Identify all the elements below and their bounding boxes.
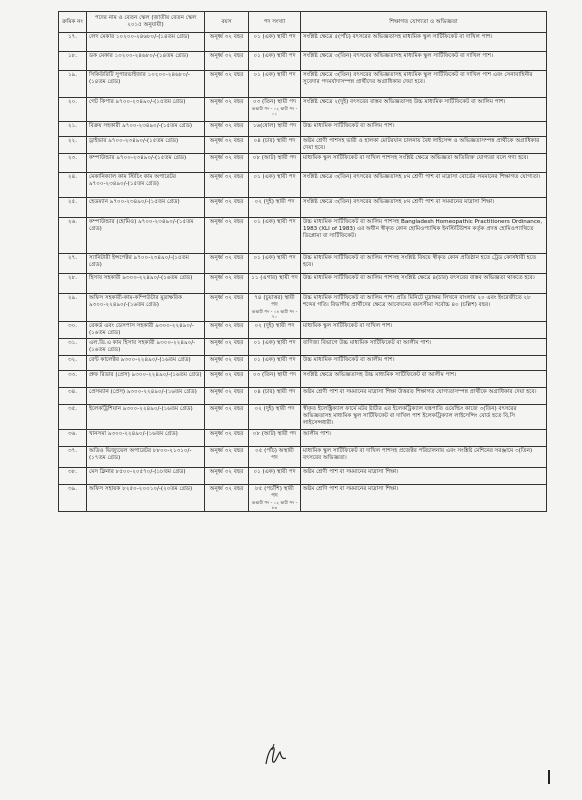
post-count-cell: ০২ (দুই) স্থায়ী পদ — [249, 322, 301, 339]
post-cell: কম্পাউন্ডার (হোমিও) ৯৭০০-২৩৪৯০/-(১৫তম গ্রেড) — [87, 218, 205, 254]
qualification-cell: সংশ্লিষ্ট ক্ষেত্রে ৩(তিন) বৎসরের অভিজ্ঞতাসহ ৮ম শ্রেণী পাশ বা সমমানের মাদ্রাসা শিক্ষা। — [301, 198, 547, 218]
serial-cell: ৩৮. — [59, 468, 87, 485]
age-cell: অনূর্ধ্ব ৩২ বছর — [205, 122, 249, 137]
post-cell: স্যানিটারী ইন্সপেক্টর ৯৭০০-২৩৪৯০/-(১৫তম গ্রেড) — [87, 254, 205, 274]
age-cell: অনূর্ধ্ব ৩২ বছর — [205, 294, 249, 322]
post-cell: মেকানিক্যাল কাম স্টিচিং কাম অপারেটর ৯৭০০-২৩৪৯০/-(১৫তম গ্রেড) — [87, 173, 205, 198]
age-cell: অনূর্ধ্ব ৩২ বছর — [205, 339, 249, 356]
post-cell: ড্রাইভার ৯৭০০-২৩৪৯০/-(১৫তম গ্রেড) — [87, 137, 205, 154]
qualification-cell: উচ্চ মাধ্যমিক সার্টিফিকেট বা আলিম পাশ। — [301, 122, 547, 137]
post-cell: গেট কিপার ৯৭০০-২৩৪৯০/-(১৫তম গ্রেড) — [87, 98, 205, 122]
post-cell: বিক্রয় সহকারী ৯৭০০-২৩৪৯০/-(১৫তম গ্রেড) — [87, 122, 205, 137]
table-row — [59, 52, 547, 71]
post-count-cell: ০৮ (আট) স্থায়ী পদ — [249, 154, 301, 173]
post-count-cell: ০১ (এক) স্থায়ী পদ — [249, 356, 301, 371]
qualification-cell: স্বীকৃত ইলেক্ট্রিক্যাল ফার্মে মটর ষ্টার্টার এর ইলেকট্রিক্যাল যন্ত্রপাতি ওয়েল্ডিং কাজে ৩(তিন) বৎসরের অভিজ্ঞতাসহ মাধ্যমিক স্কুল সার্টিফিকেট বা দাখিল পাশ ইলেকট্রিক্যাল লাইসেন্সিং বোর্ড হতে বি,সি লাইসেন্সধারী। — [301, 405, 547, 430]
table-row — [59, 98, 547, 122]
post-cell: সিকিউরিটি সুপারভাইজার ১০২০০-২৪৬৮০/-(১৪তম গ্রেড) — [87, 71, 205, 98]
post-count-cell: ০৪ (চার) স্থায়ী পদ — [249, 137, 301, 154]
post-count-breakdown: অস্থায়ী পদ - ০৪ স্থায়ী পদ - ৭০ — [251, 308, 298, 320]
table-row — [59, 322, 547, 339]
age-cell: অনূর্ধ্ব ৩২ বছর — [205, 33, 249, 52]
table-row — [59, 294, 547, 322]
serial-cell: ২৪. — [59, 173, 87, 198]
post-count-cell: ০১ (এক) স্থায়ী পদ — [249, 339, 301, 356]
table-row — [59, 122, 547, 137]
post-cell: ইলেকট্রিশিয়ান ৯৩০০-২২৪৯০/-(১৬তম গ্রেড) — [87, 405, 205, 430]
post-count-cell: ০৮ (আট) স্থায়ী পদ — [249, 430, 301, 447]
serial-cell: ৩৫. — [59, 405, 87, 430]
age-cell: অনূর্ধ্ব ৩২ বছর — [205, 137, 249, 154]
qualification-cell: সংশ্লিষ্ট ক্ষেত্রে ৩(তিন) বৎসরের অভিজ্ঞতাসহ মাধ্যমিক স্কুল সার্টিফিকেট বা দাখিল পাশ এবং সেনাবাহিনীর সুবেদার পদমর্যাদাসম্পন্ন প্রার্থীদের অগ্রাধিকার দেয়া হবে। — [301, 71, 547, 98]
qualification-cell: অষ্টম শ্রেণী পাশসহ ভারী ও হালকা মোটরযান চালনায় বৈধ লাইসেন্স ও অভিজ্ঞতাসম্পন্ন প্রার্থীকে অগ্রাধিকার দেয়া হবে। — [301, 137, 547, 154]
qualification-cell: অষ্টম শ্রেণী পাশ বা সমমানের মাদ্রাসা শিক্ষা। — [301, 468, 547, 485]
post-count-cell: ০১ (এক) স্থায়ী পদ — [249, 71, 301, 98]
post-count-cell: ০১ (এক) স্থায়ী পদ — [249, 254, 301, 274]
serial-cell: ৩৭. — [59, 447, 87, 468]
age-cell: অনূর্ধ্ব ৩২ বছর — [205, 154, 249, 173]
post-cell: প্রুফ রিডার (প্রেস) ৯৩০০-২২৪৯০/-(১৬তম গ্রেড) — [87, 371, 205, 388]
age-cell: অনূর্ধ্ব ৩২ বছর — [205, 468, 249, 485]
qualification-cell: সংশ্লিষ্ট ক্ষেত্রে ৫(পাঁচ) বৎসরের অভিজ্ঞতাসহ মাধ্যমিক স্কুল সার্টিফিকেট বা দাখিল পাশ। — [301, 33, 547, 52]
serial-cell: ৩১. — [59, 339, 87, 356]
serial-cell: ২৯. — [59, 294, 87, 322]
page-mark — [548, 770, 550, 784]
table-row — [59, 447, 547, 468]
post-cell: রেন্ট কালেক্টর ৯৩০০-২২৪৯০/-(১৬তম গ্রেড) — [87, 356, 205, 371]
serial-cell: ৩৪. — [59, 388, 87, 405]
post-cell: অডিও ভিজ্যুয়েল অপারেটর ৮৮০০-২১৩১০/-(১৭তম গ্রেড) — [87, 447, 205, 468]
qualification-cell: মাধ্যমিক স্কুল সার্টিফিকেট বা দাখিল পাশ। — [301, 322, 547, 339]
qualification-cell: অষ্টম শ্রেণী পাশ বা সমমানের মাদ্রাসা শিক্ষা উত্তরত শিক্ষাগত যোগ্যতাসম্পন্ন প্রার্থীকে অগ্রাধিকার দেয়া হবে। — [301, 388, 547, 405]
qualification-cell: উচ্চ মাধ্যমিক সার্টিফিকেট বা আলিম পাশসহ সংশ্লিষ্ট বিষয়ে স্বীকৃত কোন প্রতিষ্ঠান হতে ট্রেড কোর্সধারী হতে হবে। — [301, 254, 547, 274]
table-row — [59, 198, 547, 218]
table-row — [59, 468, 547, 485]
serial-cell: ২৫. — [59, 198, 87, 218]
table-row — [59, 274, 547, 294]
table-row — [59, 71, 547, 98]
table-row — [59, 173, 547, 198]
post-count-cell: ০১ (এক) স্থায়ী পদ — [249, 52, 301, 71]
post-count-cell: ৭৪ (চুয়াত্তর) স্থায়ী পদ অস্থায়ী পদ - ০৪ স্থায়ী পদ - ৭০ — [249, 294, 301, 322]
table-row — [59, 137, 547, 154]
table-header-row — [59, 12, 547, 33]
qualification-cell: সংশ্লিষ্ট ক্ষেত্রে ২(দুই) বৎসরের বাস্তব অভিজ্ঞতাসহ উচ্চ মাধ্যমিক সার্টিফিকেট বা আলিম পাশ। — [301, 98, 547, 122]
age-cell: অনূর্ধ্ব ৩২ বছর — [205, 173, 249, 198]
qualification-cell: উচ্চ মাধ্যমিক সার্টিফিকেট বা আলিম পাশসহ সংশ্লিষ্ট ক্ষেত্রে ৪(চার) বৎসরের বাস্তব অভিজ্ঞতা থাকতে হবে। — [301, 274, 547, 294]
post-cell: হেডম্যান ৯৭০০-২৩৪৯০/-(১৫তম গ্রেড) — [87, 198, 205, 218]
qualification-cell: সংশ্লিষ্ট ক্ষেত্রে ৩(তিন) বৎসরের অভিজ্ঞতাসহ ৮ম শ্রেণী পাশ বা মাদ্রাসা বোর্ডের সমমানের শিক্ষাগত যোগ্যতা। — [301, 173, 547, 198]
table-row — [59, 33, 547, 52]
table-row — [59, 388, 547, 405]
serial-cell: ২২. — [59, 137, 87, 154]
serial-cell: ২১. — [59, 122, 87, 137]
table-row — [59, 485, 547, 512]
post-cell: খানসমা ৯৩০০-২২৪৯০/-(১৬তম গ্রেড) — [87, 430, 205, 447]
post-count-breakdown: অস্থায়ী পদ - ০২ স্থায়ী পদ - ০১ — [251, 105, 298, 117]
age-cell: অনূর্ধ্ব ৩২ বছর — [205, 198, 249, 218]
qualification-cell: সংশ্লিষ্ট ক্ষেত্রে অভিজ্ঞতাসহ উচ্চ মাধ্যমিক সার্টিফিকেট বা আলীম পাশ। — [301, 371, 547, 388]
qualification-cell: মাধ্যমিক স্কুল সার্টিফিকেট বা দাখিল পাশসহ সংশ্লিষ্ট ক্ষেত্রে অভিজ্ঞতা অতিরিক্ত যোগ্যতা বলে গণ্য হবে। — [301, 154, 547, 173]
header-post-and-scale: পদের নাম ও বেতন স্কেল (জাতীয় বেতন স্কেল ২০১৫ অনুযায়ী) — [87, 12, 205, 33]
table-row — [59, 371, 547, 388]
age-cell: অনূর্ধ্ব ৩২ বছর — [205, 485, 249, 512]
table-row — [59, 430, 547, 447]
post-cell: হিসাব সহকারী ৯৩০০-২২৪৯০/-(১৬তম গ্রেড) — [87, 274, 205, 294]
signature-image — [262, 742, 290, 768]
post-count-cell: ০১ (এক) স্থায়ী পদ — [249, 173, 301, 198]
serial-cell: ৩০. — [59, 322, 87, 339]
post-count-cell: ০১ (এক) স্থায়ী পদ — [249, 218, 301, 254]
post-count-cell: ০২ (দুই) স্থায়ী পদ — [249, 198, 301, 218]
serial-cell: ১৯. — [59, 71, 87, 98]
age-cell: অনূর্ধ্ব ৩২ বছর — [205, 98, 249, 122]
post-cell: প্রেসম্যান (প্রেস) ৯৩০০-২২৪৯০/-(১৬তম গ্রেড) — [87, 388, 205, 405]
post-count-cell: ০৩ (তিন) স্থায়ী পদ — [249, 371, 301, 388]
qualification-cell: বাণিজ্য বিভাগে উচ্চ মাধ্যমিক সার্টিফিকেট বা আলীম পাশ। — [301, 339, 547, 356]
post-cell: এল.ডি.এ কাম হিসাব সহকারী ৯৩০০-২২৪৯০/-(১৬তম গ্রেড) — [87, 339, 205, 356]
serial-cell: ২৮. — [59, 274, 87, 294]
serial-cell: ১৮. — [59, 52, 87, 71]
age-cell: অনূর্ধ্ব ৩২ বছর — [205, 254, 249, 274]
age-cell: অনূর্ধ্ব ৩২ বছর — [205, 356, 249, 371]
post-count-cell: ১১ (এগার) স্থায়ী পদ — [249, 274, 301, 294]
header-serial: ক্রমিক নং — [59, 12, 87, 33]
serial-cell: ২০. — [59, 98, 87, 122]
age-cell: অনূর্ধ্ব ৩২ বছর — [205, 388, 249, 405]
serial-cell: ২৭. — [59, 254, 87, 274]
header-post-count: পদ সংখ্যা — [249, 12, 301, 33]
table-row — [59, 218, 547, 254]
age-cell: অনূর্ধ্ব ৩২ বছর — [205, 322, 249, 339]
post-cell: ডক মেকার ১০২০০-২৪৬৮০/-(১৪তম গ্রেড) — [87, 52, 205, 71]
age-cell: অনূর্ধ্ব ৩২ বছর — [205, 274, 249, 294]
post-cell: অফিস সহকারী-কাম-কম্পিউটার মুদ্রাক্ষরিক ৯৩০০-২২৪৯০/-(১৬তম গ্রেড) — [87, 294, 205, 322]
serial-cell: ৩৬. — [59, 430, 87, 447]
table-row — [59, 254, 547, 274]
post-cell: রেকর্ড এবং ডেসপাস সহকারী ৯৩০০-২২৪৯০/-(১৬তম গ্রেড) — [87, 322, 205, 339]
post-cell: লেদ মেকার ১০২০০-২৪৬৮০/-(১৪তম গ্রেড) — [87, 33, 205, 52]
serial-cell: ২৬. — [59, 218, 87, 254]
post-cell: কম্পাউন্ডার ৯৭০০-২৩৪৯০/-(১৫তম গ্রেড) — [87, 154, 205, 173]
table-row — [59, 405, 547, 430]
serial-cell: ১৭. — [59, 33, 87, 52]
qualification-cell: অষ্টম শ্রেণি পাশ বা সমমানের মাদ্রাসা শিক্ষা। — [301, 485, 547, 512]
post-count-breakdown: অস্থায়ী পদ - ০২ স্থায়ী পদ - ৮৩ — [251, 499, 298, 511]
table-row — [59, 356, 547, 371]
post-count-cell: ১৬(ষোল) স্থায়ী পদ — [249, 122, 301, 137]
table-row — [59, 154, 547, 173]
post-count-cell: ৮৫ (পচাঁশি) স্থায়ী পদ অস্থায়ী পদ - ০২ স্থায়ী পদ - ৮৩ — [249, 485, 301, 512]
post-count-cell: ০১ (এক) স্থায়ী পদ — [249, 33, 301, 52]
post-count-cell: ০৩ (তিন) স্থায়ী পদ অস্থায়ী পদ - ০২ স্থায়ী পদ - ০১ — [249, 98, 301, 122]
age-cell: অনূর্ধ্ব ৩২ বছর — [205, 52, 249, 71]
post-count-cell: ০৫ (পাঁচ) অস্থায়ী পদ — [249, 447, 301, 468]
recruitment-table — [58, 11, 547, 512]
post-count-cell: ০১ (এক) স্থায়ী পদ — [249, 468, 301, 485]
age-cell: অনূর্ধ্ব ৩২ বছর — [205, 371, 249, 388]
age-cell: অনূর্ধ্ব ৩২ বছর — [205, 71, 249, 98]
qualification-cell: মাধ্যমিক স্কুল সার্টিফিকেট বা দাখিল পাশসহ প্রজেক্টর পরিচালনায় এবং সংশ্লিষ্ট মেশিনের সরঞ্জামে ৩(তিন) বৎসরের অভিজ্ঞতা। — [301, 447, 547, 468]
qualification-cell: আলীম পাশ। — [301, 430, 547, 447]
age-cell: অনূর্ধ্ব ৩২ বছর — [205, 430, 249, 447]
qualification-cell: উচ্চ মাধ্যমিক সার্টিফিকেট বা আলিম পাশসহ Bangladesh Homeopathic Practitioners Ordinance, 1983 (XLI of 1983) এর অধীন স্বীকৃত কোন হোমিওপ্যাথিক ইনস্টিটিউশন কর্তৃক প্রদত্ত হোমিওপ্যাথিতে ডিপ্লোমা বা সার্টিফিকেট। — [301, 218, 547, 254]
age-cell: অনূর্ধ্ব ৩২ বছর — [205, 405, 249, 430]
qualification-cell: উচ্চ মাধ্যমিক সার্টিফিকেট বা আলীম পাশ। — [301, 356, 547, 371]
post-cell: অফিস সহায়ক ৮২৫০-২০০১০/-(২০তম গ্রেড) — [87, 485, 205, 512]
serial-cell: ৩৯. — [59, 485, 87, 512]
post-count-cell: ০২ (দুই) স্থায়ী পদ — [249, 405, 301, 430]
age-cell: অনূর্ধ্ব ৩২ বছর — [205, 447, 249, 468]
serial-cell: ৩২. — [59, 356, 87, 371]
table-row — [59, 339, 547, 356]
serial-cell: ২৩. — [59, 154, 87, 173]
header-age: বয়স — [205, 12, 249, 33]
age-cell: অনূর্ধ্ব ৩২ বছর — [205, 218, 249, 254]
header-qualification: শিক্ষাগত যোগ্যতা ও অভিজ্ঞতা — [301, 12, 547, 33]
post-count-cell: ০৪ (চার) স্থায়ী পদ — [249, 388, 301, 405]
serial-cell: ৩৩. — [59, 371, 87, 388]
qualification-cell: সংশ্লিষ্ট ক্ষেত্রে ৩(তিন) বৎসরের অভিজ্ঞতাসহ মাধ্যমিক স্কুল সার্টিফিকেট বা দাখিল পাশ। — [301, 52, 547, 71]
post-cell: মেস ক্লিনার ৮৫০০-২০৫৭০/-(১৮তম গ্রেড) — [87, 468, 205, 485]
qualification-cell: উচ্চ মাধ্যমিক সার্টিফিকেট বা আলিম পাশ। প্রতি মিনিটে মুদ্রাক্ষর লিখনে বাংলায় ২০ এবং ইংরেজীতে ২৮ শব্দের গতি। বিভাগীয় প্রার্থীদের ক্ষেত্রে আবেদনের বয়সসীমা সর্বোচ্চ ৪০ (চল্লিশ) বছর। — [301, 294, 547, 322]
